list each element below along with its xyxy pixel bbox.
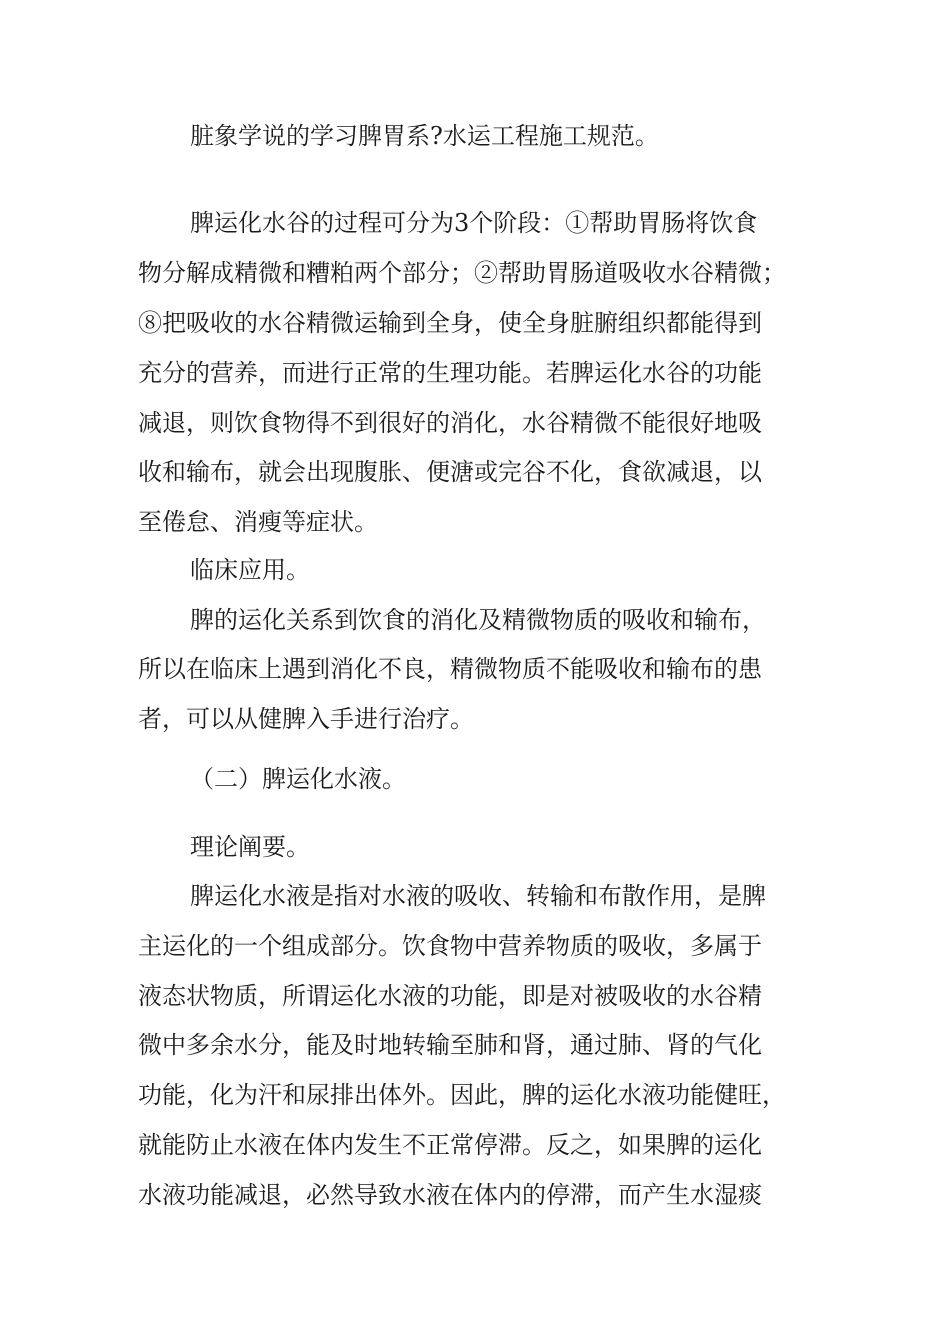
text-line: 至倦怠、消瘦等症状。	[138, 508, 378, 536]
section-heading: 理论阐要。	[190, 833, 310, 861]
text-line: 主运化的一个组成部分。饮食物中营养物质的吸收，多属于	[138, 932, 762, 960]
text-line: 液态状物质，所谓运化水液的功能，即是对被吸收的水谷精	[138, 982, 762, 1010]
text-line: 功能，化为汗和尿排出体外。因此，脾的运化水液功能健旺，	[138, 1081, 786, 1109]
text-line: ⑧把吸收的水谷精微运输到全身，使全身脏腑组织都能得到	[138, 309, 762, 337]
text-line: 脾运化水谷的过程可分为3个阶段：①帮助胃肠将饮食	[190, 209, 758, 237]
text-line: 就能防止水液在体内发生不正常停滞。反之，如果脾的运化	[138, 1131, 762, 1159]
text-line: 者，可以从健脾入手进行治疗。	[138, 705, 474, 733]
text-line: 减退，则饮食物得不到很好的消化，水谷精微不能很好地吸	[138, 409, 762, 437]
text-line: 脾的运化关系到饮食的消化及精微物质的吸收和输布，	[190, 606, 766, 634]
text-line: 充分的营养，而进行正常的生理功能。若脾运化水谷的功能	[138, 359, 762, 387]
text-line: 物分解成精微和糟粕两个部分；②帮助胃肠道吸收水谷精微；	[138, 259, 786, 287]
text-line: 水液功能减退，必然导致水液在体内的停滞，而产生水湿痰	[138, 1181, 762, 1209]
text-line: 所以在临床上遇到消化不良，精微物质不能吸收和输布的患	[138, 655, 762, 683]
text-line: 收和输布，就会出现腹胀、便溏或完谷不化，食欲减退，以	[138, 458, 762, 486]
section-heading: 临床应用。	[190, 556, 310, 584]
section-heading: （二）脾运化水液。	[190, 765, 406, 793]
doc-title-line: 脏象学说的学习脾胃系?水运工程施工规范。	[190, 122, 659, 150]
text-line: 微中多余水分，能及时地转输至肺和肾，通过肺、肾的气化	[138, 1031, 762, 1059]
text-line: 脾运化水液是指对水液的吸收、转输和布散作用，是脾	[190, 882, 766, 910]
